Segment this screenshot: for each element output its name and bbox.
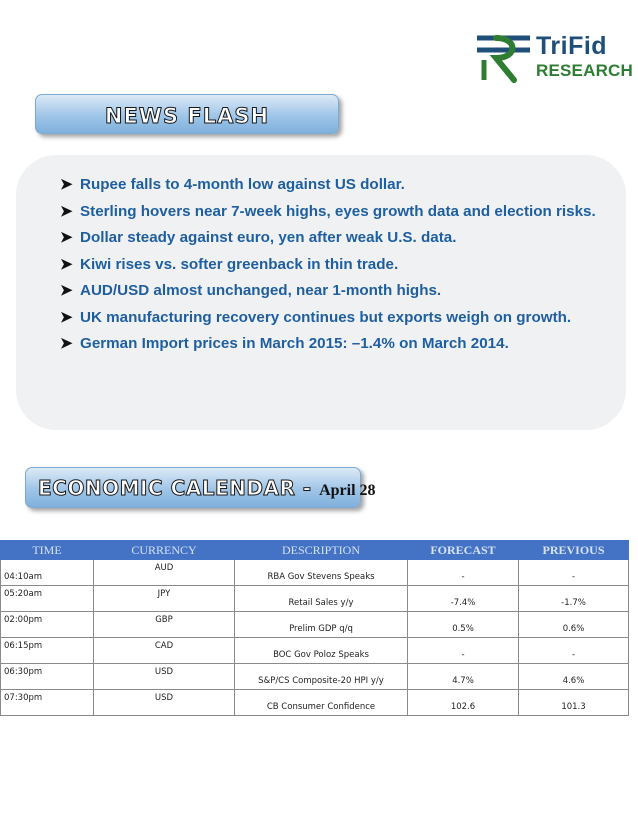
currency-text: USD (154, 693, 174, 703)
forecast-text: 102.6 (450, 702, 476, 712)
description-text: Prelim GDP q/q (289, 624, 353, 634)
time-text: 05:20am (4, 589, 42, 599)
cell-time (1, 664, 94, 690)
cell-previous (519, 690, 629, 716)
column-header-previous: PREVIOUS (519, 541, 629, 560)
cell-time (1, 586, 94, 612)
arrow-bullet-icon: ➤ (60, 282, 73, 299)
cell-forecast (408, 560, 519, 586)
table-row (1, 612, 629, 638)
cell-currency (94, 586, 235, 612)
previous-text: -1.7% (561, 598, 586, 608)
description-text: CB Consumer Confidence (266, 702, 376, 712)
cell-currency (94, 690, 235, 716)
forecast-text: - (461, 572, 465, 582)
economic-calendar-header (25, 467, 376, 508)
forecast-text: -7.4% (450, 598, 476, 608)
list-item (60, 225, 600, 252)
forecast-text: - (461, 650, 465, 660)
description-text: BOC Gov Poloz Speaks (273, 650, 369, 660)
cell-description (235, 690, 408, 716)
forecast-text: 0.5% (452, 624, 474, 634)
trifid-logo (474, 30, 634, 84)
previous-text: - (571, 650, 576, 660)
currency-text: CAD (154, 641, 174, 651)
table-row (1, 638, 629, 664)
cell-description (235, 638, 408, 664)
previous-text: 4.6% (562, 676, 585, 686)
column-header-time: TIME (1, 541, 94, 560)
news-list (60, 172, 600, 358)
news-text: German Import prices in March 2015: –1.4% on March 2014. (80, 335, 509, 352)
list-item (60, 199, 600, 226)
arrow-bullet-icon: ➤ (60, 176, 73, 193)
cell-forecast (408, 612, 519, 638)
rupee-icon (474, 30, 534, 84)
cell-currency (94, 664, 235, 690)
cell-previous (519, 638, 629, 664)
column-header-forecast: FORECAST (408, 541, 519, 560)
table-row (1, 560, 629, 586)
news-flash-header (35, 94, 339, 134)
currency-text: JPY (157, 589, 171, 599)
arrow-bullet-icon: ➤ (60, 255, 73, 273)
news-text: Dollar steady against euro, yen after weak U.S. data. (80, 229, 457, 246)
news-text: Rupee falls to 4-month low against US dollar. (80, 176, 405, 193)
time-text: 06:30pm (4, 667, 43, 677)
cell-currency (94, 560, 235, 586)
previous-text: 0.6% (562, 624, 585, 634)
description-text: S&P/CS Composite-20 HPI y/y (258, 676, 384, 686)
table-row (1, 586, 629, 612)
cell-previous (519, 612, 629, 638)
cell-time (1, 560, 94, 586)
cell-currency (94, 638, 235, 664)
time-text: 07:30pm (4, 693, 43, 703)
table-header-row (1, 541, 629, 560)
cell-time (1, 690, 94, 716)
logo-name: TriFid (536, 32, 608, 60)
cell-previous (519, 586, 629, 612)
table-row (1, 664, 629, 690)
list-item (60, 305, 600, 332)
column-header-description: DESCRIPTION (235, 541, 408, 560)
cell-time (1, 638, 94, 664)
time-text: 06:15pm (4, 641, 43, 651)
cell-previous (519, 560, 629, 586)
news-text: Kiwi rises vs. softer greenback in thin trade. (80, 255, 399, 273)
cell-description (235, 560, 408, 586)
list-item (60, 172, 600, 199)
news-text: Sterling hovers near 7-week highs, eyes growth data and election risks. (80, 202, 596, 220)
description-text: RBA Gov Stevens Speaks (267, 572, 375, 582)
arrow-bullet-icon: ➤ (60, 335, 73, 352)
news-text: UK manufacturing recovery continues but exports weigh on growth. (80, 308, 572, 326)
economic-calendar-title (38, 476, 376, 500)
cell-previous (519, 664, 629, 690)
forecast-text: 4.7% (452, 676, 474, 686)
currency-text: AUD (154, 563, 174, 573)
cell-currency (94, 612, 235, 638)
logo-subtitle: RESEARCH (536, 61, 634, 80)
list-item (60, 331, 600, 358)
news-text: AUD/USD almost unchanged, near 1-month highs. (80, 282, 442, 299)
cell-description (235, 612, 408, 638)
cell-description (235, 586, 408, 612)
cell-forecast (408, 664, 519, 690)
cell-forecast (408, 586, 519, 612)
time-text: 04:10am (4, 572, 42, 582)
cell-forecast (408, 638, 519, 664)
arrow-bullet-icon: ➤ (60, 229, 73, 246)
currency-text: GBP (155, 615, 173, 625)
column-header-currency: CURRENCY (94, 541, 235, 560)
previous-text: - (571, 572, 576, 582)
arrow-bullet-icon: ➤ (60, 308, 73, 326)
cell-forecast (408, 690, 519, 716)
calendar-title-text: ECONOMIC CALENDAR - (38, 476, 320, 500)
economic-calendar-table (0, 540, 629, 716)
list-item (60, 278, 600, 305)
table-row (1, 690, 629, 716)
cell-time (1, 612, 94, 638)
description-text: Retail Sales y/y (288, 598, 354, 608)
time-text: 02:00pm (4, 615, 43, 625)
cell-description (235, 664, 408, 690)
list-item (60, 252, 600, 279)
previous-text: 101.3 (561, 702, 586, 712)
arrow-bullet-icon: ➤ (60, 202, 73, 220)
news-flash-title: NEWS FLASH (104, 104, 270, 128)
currency-text: USD (154, 667, 174, 677)
calendar-date: April 28 (319, 482, 376, 499)
